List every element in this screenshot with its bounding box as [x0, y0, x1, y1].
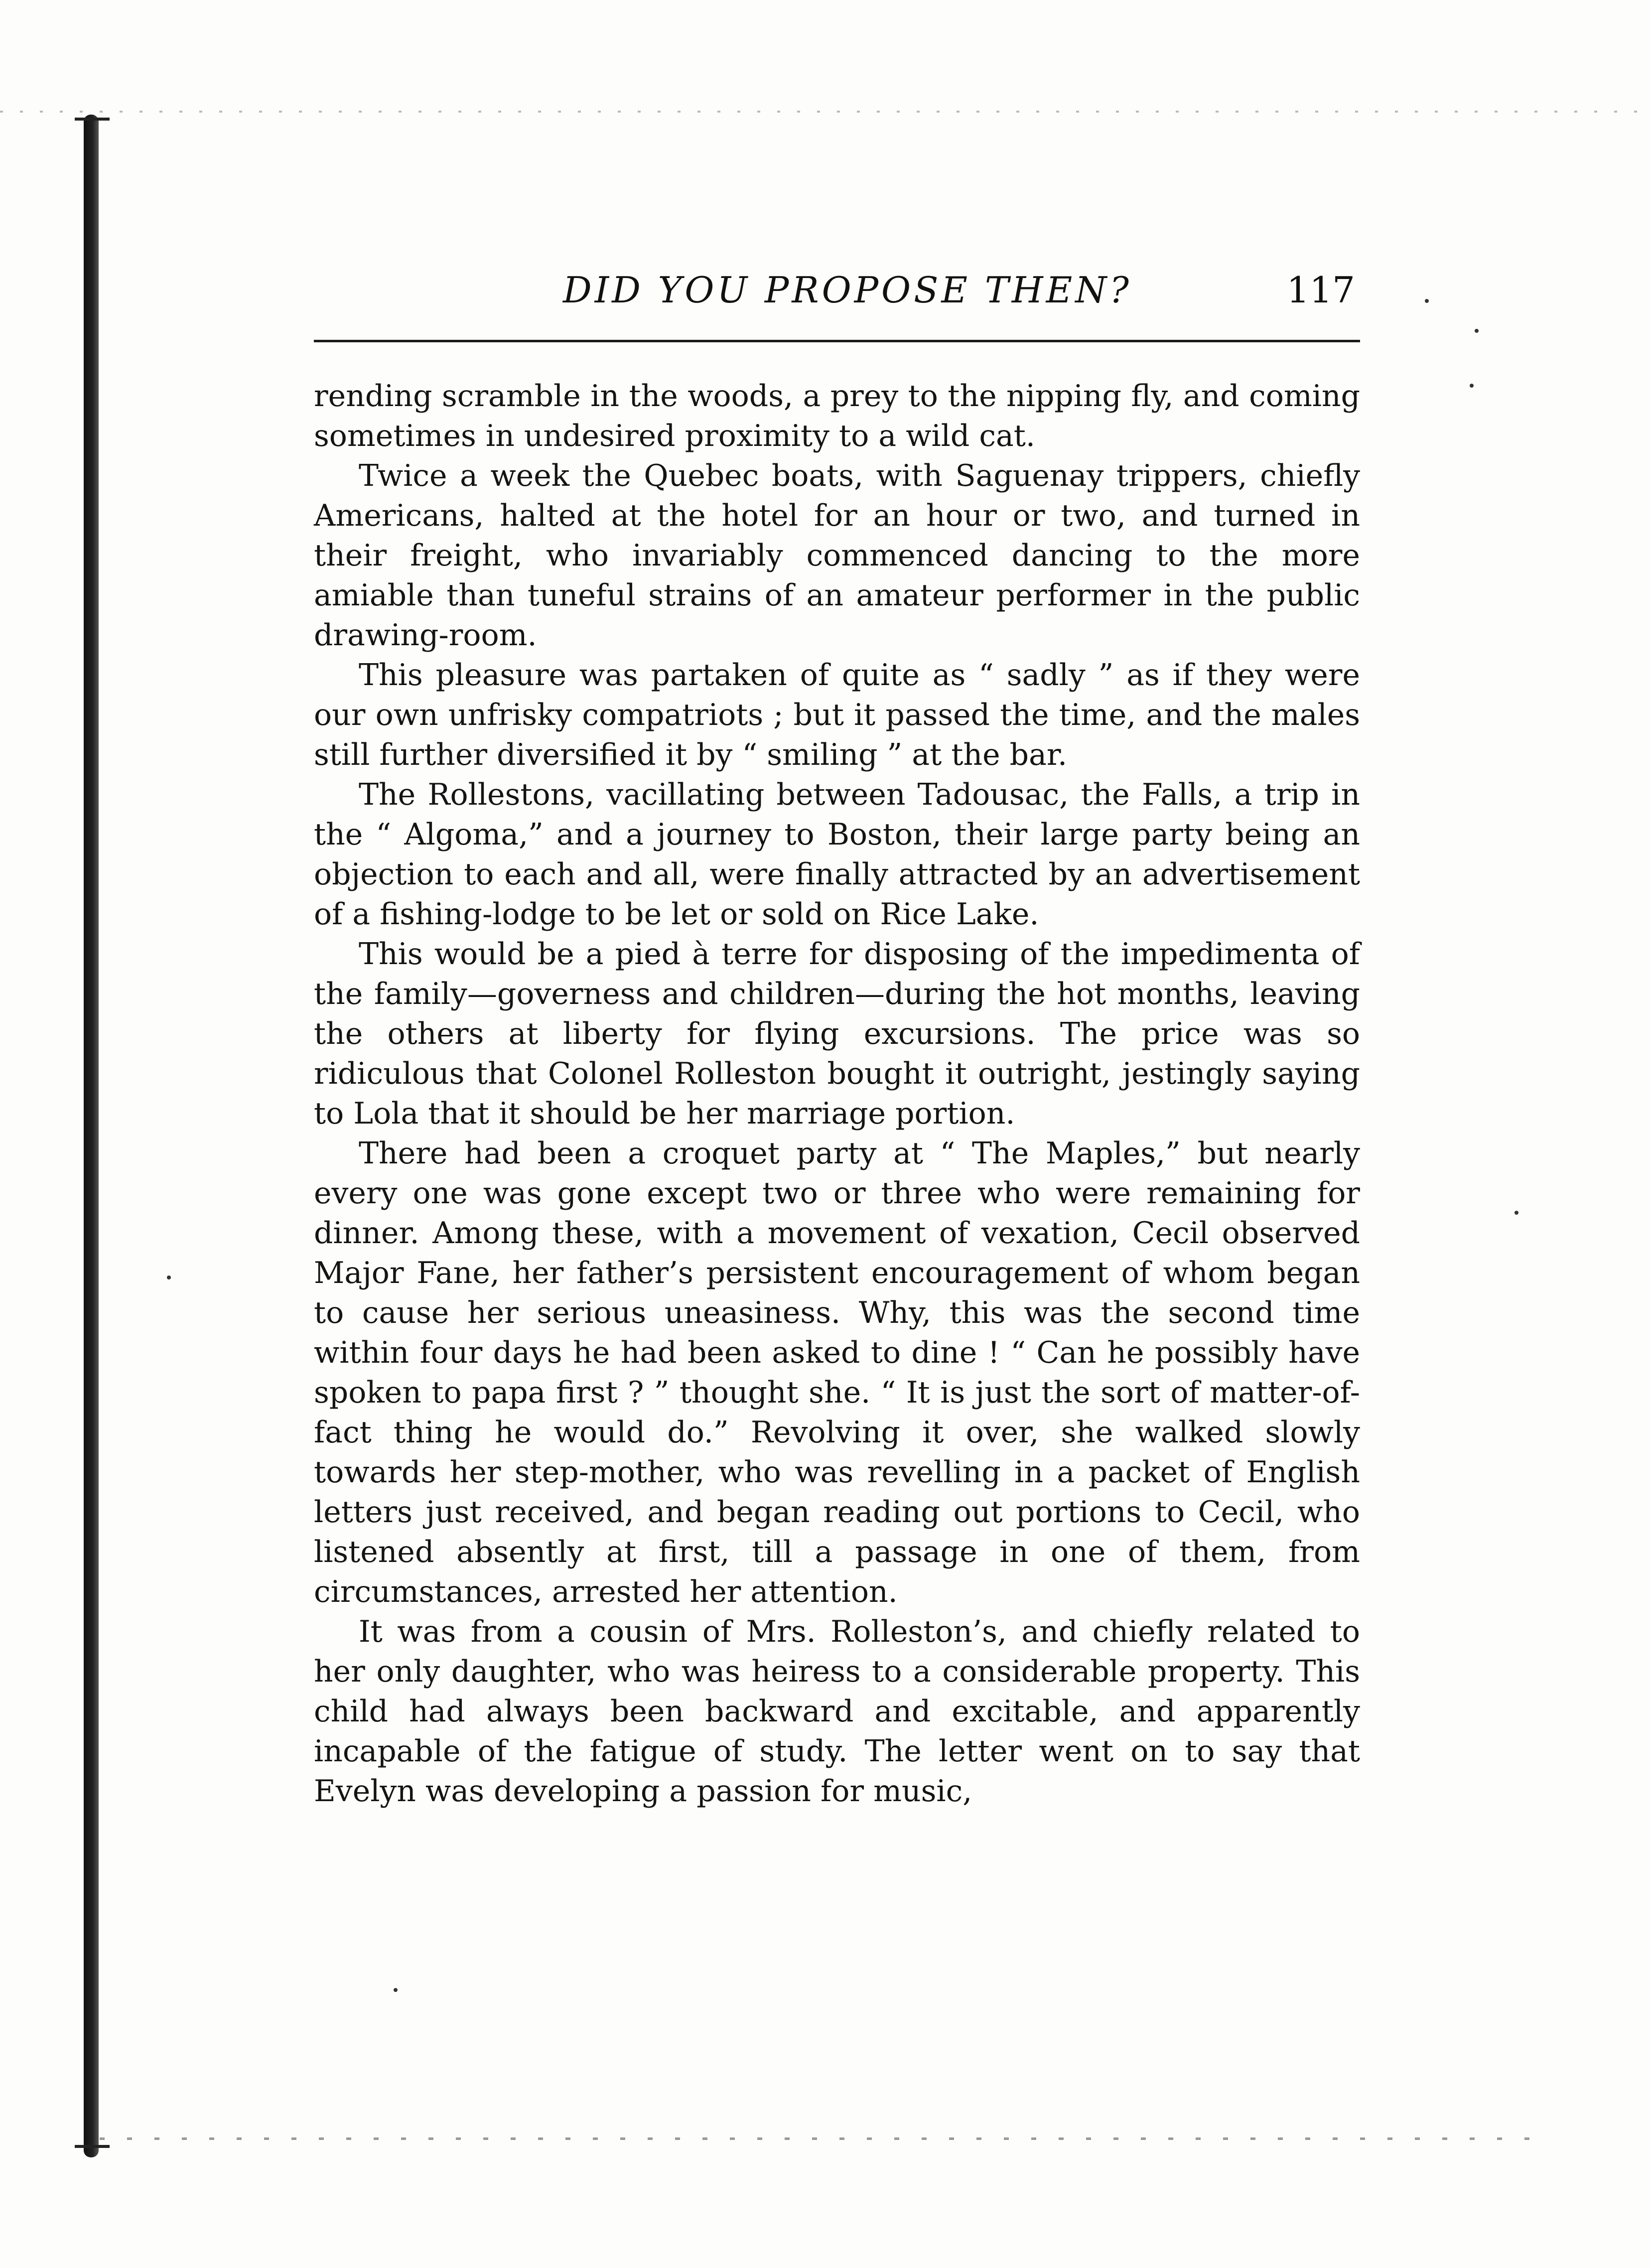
book-spine-shadow	[84, 115, 99, 2157]
scan-edge-bottom	[100, 2137, 1544, 2140]
spine-mark	[75, 118, 110, 121]
scan-edge-top	[0, 111, 1650, 113]
paragraph: This pleasure was partaken of quite as “ sadly ” as if they were our own unfrisky compatriots ; but it passed the time, and the males still further diversified it by “ smiling ” at the bar.	[314, 658, 1360, 772]
paragraph: This would be a pied à terre for disposing of the impedimenta of the family—governess and children—during the hot months, leaving the others at liberty for flying excursions. The price was so ridiculous that Colonel Rolleston bought it outright, jestingly saying to Lola that it should be her marriage portion.	[314, 937, 1360, 1131]
paragraph: rending scramble in the woods, a prey to the nipping fly, and coming sometimes in undesired proximity to a wild cat.	[314, 379, 1360, 453]
ink-speck	[1425, 299, 1429, 303]
ink-speck	[394, 1988, 398, 1992]
running-head	[319, 264, 1360, 324]
ink-speck	[167, 1276, 171, 1279]
page-number: 117	[1286, 269, 1355, 311]
ink-speck	[1514, 1211, 1518, 1215]
header-rule	[314, 340, 1360, 342]
running-title: DID YOU PROPOSE THEN?	[563, 269, 1132, 311]
spine-mark	[75, 2145, 110, 2148]
paragraph: It was from a cousin of Mrs. Rolleston’s, and chiefly related to her only daughter, who was heiress to a considerable property. This child had always been backward and excitable, and apparently incapable of the fatigue of study. The letter went on to say that Evelyn was developing a passion for music,	[314, 1614, 1360, 1809]
ink-speck	[1475, 329, 1479, 333]
paragraph: There had been a croquet party at “ The Maples,” but nearly every one was gone except two or three who were remaining for dinner. Among these, with a movement of vexation, Cecil observed Major Fane, her father’s persistent encouragement of whom began to cause her serious uneasiness. Why, this was the second time within four days he had been asked to dine ! “ Can he possibly have spoken to papa first ? ” thought she. “ It is just the sort of matter-of-fact thing he would do.” Revolving it over, she walked slowly towards her step-mother, who was revelling in a packet of English letters just received, and began reading out portions to Cecil, who listened absently at first, till a passage in one of them, from circumstances, arrested her attention.	[314, 1136, 1360, 1609]
ink-speck	[1470, 384, 1474, 388]
body-text	[314, 376, 1360, 1811]
paragraph: The Rollestons, vacillating between Tadousac, the Falls, a trip in the “ Algoma,” and a journey to Boston, their large party being an objection to each and all, were finally attracted by an advertisement of a fishing-lodge to be let or sold on Rice Lake.	[314, 777, 1360, 932]
paragraph: Twice a week the Quebec boats, with Saguenay trippers, chiefly Americans, halted at the hotel for an hour or two, and turned in their freight, who invariably commenced dancing to the more amiable than tuneful strains of an amateur performer in the public drawing-room.	[314, 458, 1360, 653]
